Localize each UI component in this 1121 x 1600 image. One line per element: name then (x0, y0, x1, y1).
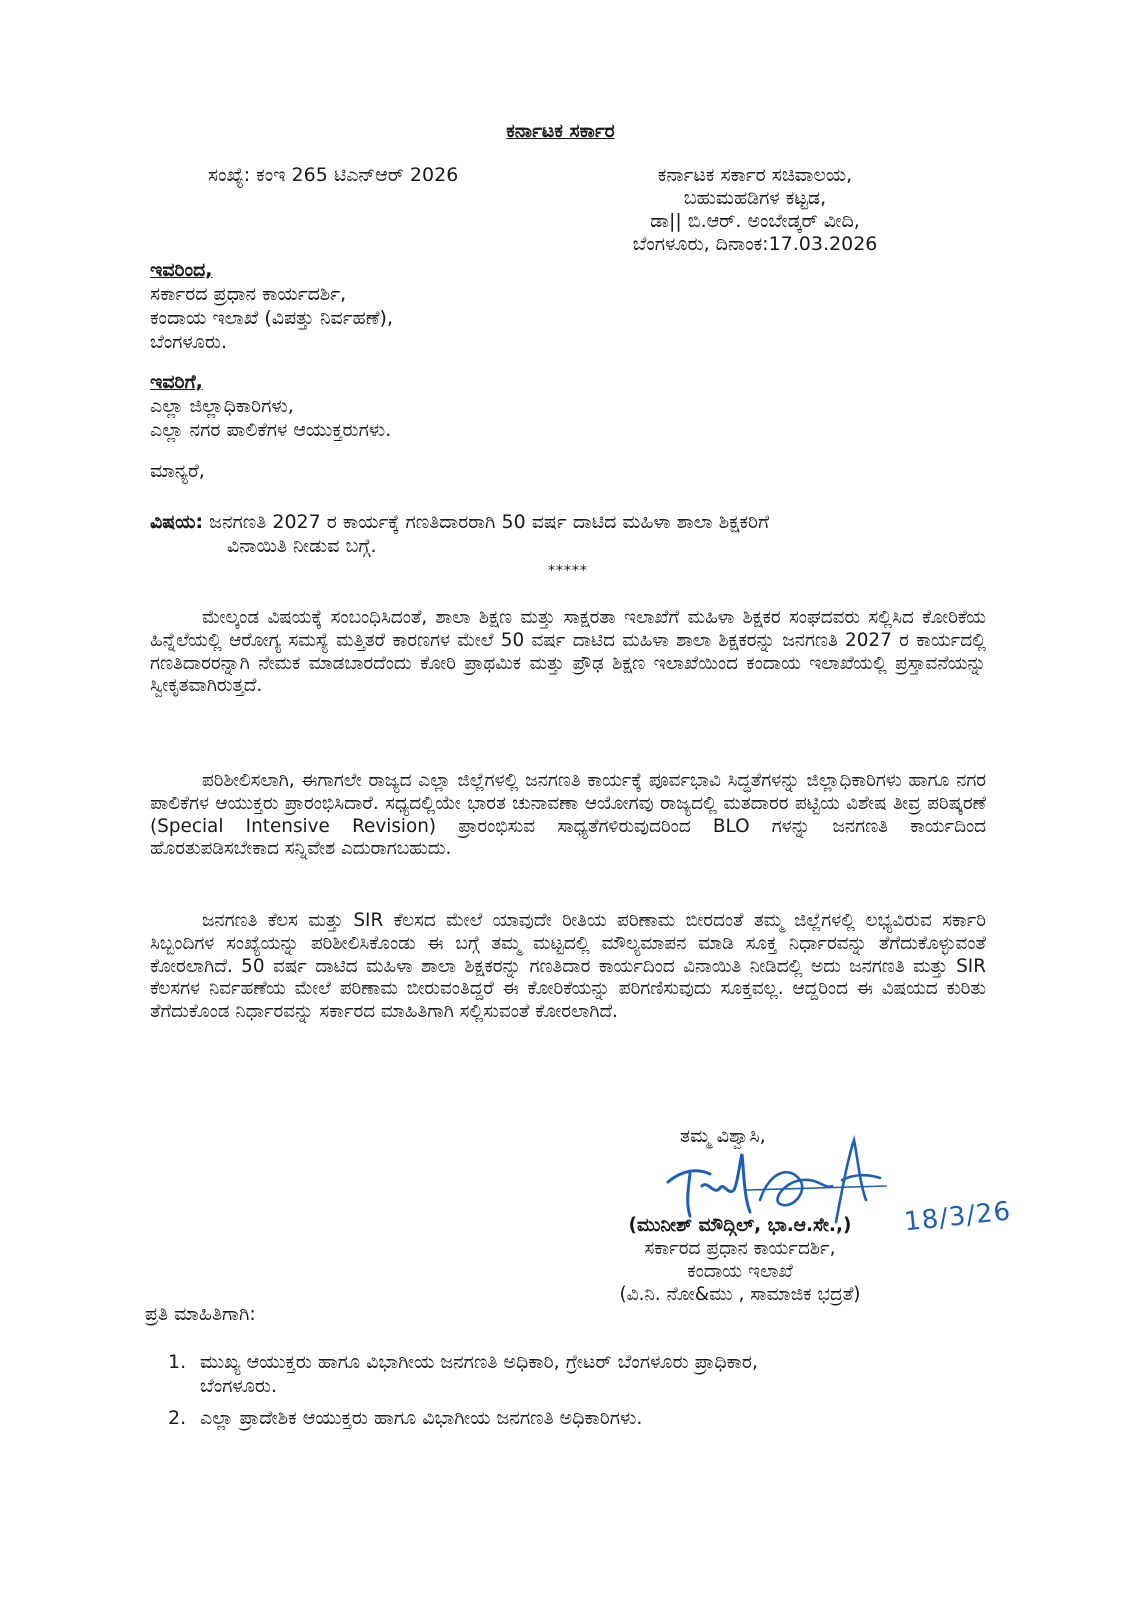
copy-to-label: ಪ್ರತಿ ಮಾಹಿತಿಗಾಗಿ: (145, 1303, 256, 1325)
from-label: ಇವರಿಂದ, (150, 259, 213, 281)
address-line: ಕರ್ನಾಟಕ ಸರ್ಕಾರ ಸಚಿವಾಲಯ, (657, 164, 853, 186)
signatory-unit: (ವಿ.ನಿ. ನೋ&ಮು , ಸಾಮಾಜಿಕ ಭದ್ರತೆ) (619, 1284, 861, 1305)
list-item (168, 1350, 998, 1398)
body-paragraph: ಪರಿಶೀಲಿಸಲಾಗಿ, ಈಗಾಗಲೇ ರಾಜ್ಯದ ಎಲ್ಲಾ ಜಿಲ್ಲೆಗಳಲ್ಲಿ ಜನಗಣತಿ ಕಾರ್ಯಕ್ಕೆ ಪೂರ್ವಭಾವಿ ಸಿದ್ಧತೆಗಳನ್ನು ಜಿಲ್ಲಾಧಿಕಾರಿಗಳು ಹಾಗೂ ನಗರ ಪಾಲಿಕೆಗಳ ಆಯುಕ್ತರು ಪ್ರಾರಂಭಿಸಿದಾರೆ. ಸಧ್ಯದಲ್ಲಿಯೇ ಭಾರತ ಚುನಾವಣಾ ಆಯೋಗವು ರಾಜ್ಯದಲ್ಲಿ ಮತದಾರರ ಪಟ್ಟಿಯ ವಿಶೇಷ ತೀವ್ರ ಪರಿಷ್ಕರಣೆ (Special Intensive Revision) ಪ್ರಾರಂಭಿಸುವ ಸಾಧ್ಯತೆಗಳಿರುವುದರಿಂದ BLO ಗಳನ್ನು ಜನಗಣತಿ ಕಾರ್ಯದಿಂದ ಹೊರತುಪಡಿಸಬೇಕಾದ ಸನ್ನಿವೇಶ ಎದುರಾಗಬಹುದು. (150, 770, 986, 860)
signatory-block (560, 1214, 920, 1306)
list-item-number: 1. (168, 1351, 187, 1373)
subject-line: ಜನಗಣತಿ 2027 ರ ಕಾರ್ಯಕ್ಕೆ ಗಣತಿದಾರರಾಗಿ 50 ವರ್ಷ ದಾಟಿದ ಮಹಿಳಾ ಶಾಲಾ ಶಿಕ್ಷಕರಿಗೆ (209, 511, 770, 533)
signatory-designation: ಸರ್ಕಾರದ ಪ್ರಧಾನ ಕಾರ್ಯದರ್ಶಿ, (644, 1238, 836, 1259)
list-item-text: ಮುಖ್ಯ ಆಯುಕ್ತರು ಹಾಗೂ ವಿಭಾಗೀಯ ಜನಗಣತಿ ಅಧಿಕಾರಿ, ಗ್ರೇಟರ್ ಬೆಂಗಳೂರು ಪ್ರಾಧಿಕಾರ, (200, 1351, 759, 1373)
from-line: ಸರ್ಕಾರದ ಪ್ರಧಾನ ಕಾರ್ಯದರ್ಶಿ, (150, 283, 347, 305)
salutation: ಮಾನ್ಯರೆ, (150, 460, 205, 482)
closing: ತಮ್ಮ ವಿಶ್ವಾಸಿ, (680, 1125, 766, 1147)
body-paragraph: ಮೇಲ್ಕಂಡ ವಿಷಯಕ್ಕೆ ಸಂಬಂಧಿಸಿದಂತೆ, ಶಾಲಾ ಶಿಕ್ಷಣ ಮತ್ತು ಸಾಕ್ಷರತಾ ಇಲಾಖೆಗೆ ಮಹಿಳಾ ಶಿಕ್ಷಕರ ಸಂಘದವರು ಸಲ್ಲಿಸಿದ ಕೋರಿಕೆಯ ಹಿನ್ನೆಲೆಯಲ್ಲಿ ಆರೋಗ್ಯ ಸಮಸ್ಯೆ ಮತ್ತಿತರೆ ಕಾರಣಗಳ ಮೇಲೆ 50 ವರ್ಷ ದಾಟಿದ ಮಹಿಳಾ ಶಾಲಾ ಶಿಕ್ಷಕರನ್ನು ಜನಗಣತಿ 2027 ರ ಕಾರ್ಯದಲ್ಲಿ ಗಣತಿದಾರರನ್ನಾಗಿ ನೇಮಕ ಮಾಡಬಾರದೆಂದು ಕೋರಿ ಪ್ರಾಥಮಿಕ ಮತ್ತು ಪ್ರೌಢ ಶಿಕ್ಷಣ ಇಲಾಖೆಯಿಂದ ಕಂದಾಯ ಇಲಾಖೆಯಲ್ಲಿ ಪ್ರಸ್ತಾವನೆಯನ್ನು ಸ್ವೀಕೃತವಾಗಿರುತ್ತದೆ. (150, 607, 986, 697)
signatory-name: (ಮುನೀಶ್ ಮೌದ್ಗಿಲ್, ಭಾ.ಆ.ಸೇ.,) (628, 1215, 852, 1236)
list-item-number: 2. (168, 1407, 187, 1429)
subject-block (150, 510, 1010, 558)
address-line: ಬಹುಮಹಡಿಗಳ ಕಟ್ಟಡ, (683, 187, 827, 209)
signature-stroke (668, 1154, 750, 1216)
list-item-text: ಎಲ್ಲಾ ಪ್ರಾದೇಶಿಕ ಆಯುಕ್ತರು ಹಾಗೂ ವಿಭಾಗೀಯ ಜನಗಣತಿ ಅಧಿಕಾರಿಗಳು. (200, 1407, 643, 1429)
signature-date: 18/3/26 (902, 1196, 1013, 1238)
to-block (150, 370, 391, 442)
letter-heading: ಕರ್ನಾಟಕ ಸರ್ಕಾರ (506, 120, 615, 142)
address-line: ಡಾ|| ಬಿ.ಆರ್. ಅಂಬೇಡ್ಕರ್ ವೀದಿ, (650, 210, 860, 232)
to-label: ಇವರಿಗೆ, (150, 371, 203, 393)
sender-address (590, 164, 920, 256)
signature-stroke (836, 1140, 880, 1222)
body-paragraph: ಜನಗಣತಿ ಕೆಲಸ ಮತ್ತು SIR ಕೆಲಸದ ಮೇಲೆ ಯಾವುದೇ ರೀತಿಯ ಪರಿಣಾಮ ಬೀರದಂತೆ ತಮ್ಮ ಜಿಲ್ಲೆಗಳಲ್ಲಿ ಲಭ್ಯವಿರುವ ಸರ್ಕಾರಿ ಸಿಬ್ಬಂದಿಗಳ ಸಂಖ್ಯೆಯನ್ನು ಪರಿಶೀಲಿಸಿಕೊಂಡು ಈ ಬಗ್ಗೆ ತಮ್ಮ ಮಟ್ಟದಲ್ಲಿ ಮೌಲ್ಯಮಾಪನ ಮಾಡಿ ಸೂಕ್ತ ನಿರ್ಧಾರವನ್ನು ತೆಗೆದುಕೊಳ್ಳುವಂತೆ ಕೋರಲಾಗಿದೆ. 50 ವರ್ಷ ದಾಟಿದ ಮಹಿಳಾ ಶಾಲಾ ಶಿಕ್ಷಕರನ್ನು ಗಣತಿದಾರ ಕಾರ್ಯದಿಂದ ವಿನಾಯಿತಿ ನೀಡಿದಲ್ಲಿ ಅದು ಜನಗಣತಿ ಮತ್ತು SIR ಕೆಲಸಗಳ ನಿರ್ವಹಣೆಯ ಮೇಲೆ ಪರಿಣಾಮ ಬೀರುವಂತಿದ್ದರೆ ಈ ಕೋರಿಕೆಯನ್ನು ಪರಿಗಣಿಸುವುದು ಸೂಕ್ತವಲ್ಲ. ಆದ್ದರಿಂದ ಈ ವಿಷಯದ ಕುರಿತು ತೆಗೆದುಕೊಂಡ ನಿರ್ಧಾರವನ್ನು ಸರ್ಕಾರದ ಮಾಹಿತಿಗಾಗಿ ಸಲ್ಲಿಸುವಂತೆ ಕೋರಲಾಗಿದೆ. (150, 910, 986, 1023)
to-line: ಎಲ್ಲಾ ನಗರ ಪಾಲಿಕೆಗಳ ಆಯುಕ್ತರುಗಳು. (150, 419, 392, 441)
from-line: ಬೆಂಗಳೂರು. (150, 331, 228, 353)
from-line: ಕಂದಾಯ ಇಲಾಖೆ (ವಿಪತ್ತು ನಿರ್ವಹಣೆ), (150, 307, 394, 329)
address-date-line: ಬೆಂಗಳೂರು, ದಿನಾಂಕ:17.03.2026 (632, 233, 878, 255)
to-line: ಎಲ್ಲಾ ಜಿಲ್ಲಾಧಿಕಾರಿಗಳು, (150, 395, 294, 417)
signatory-department: ಕಂದಾಯ ಇಲಾಖೆ (687, 1261, 793, 1282)
list-item (168, 1406, 998, 1430)
subject-line: ವಿನಾಯಿತಿ ನೀಡುವ ಬಗ್ಗೆ. (227, 535, 377, 557)
separator: ***** (548, 563, 588, 579)
reference-number: ಸಂಖ್ಯೆ: ಕಂಇ 265 ಟಿಎನ್‌ಆರ್ 2026 (208, 164, 459, 186)
list-item-text: ಬೆಂಗಳೂರು. (200, 1375, 278, 1397)
subject-label: ವಿಷಯ: (150, 511, 204, 533)
copy-to-list (168, 1350, 998, 1438)
from-block (150, 258, 393, 354)
